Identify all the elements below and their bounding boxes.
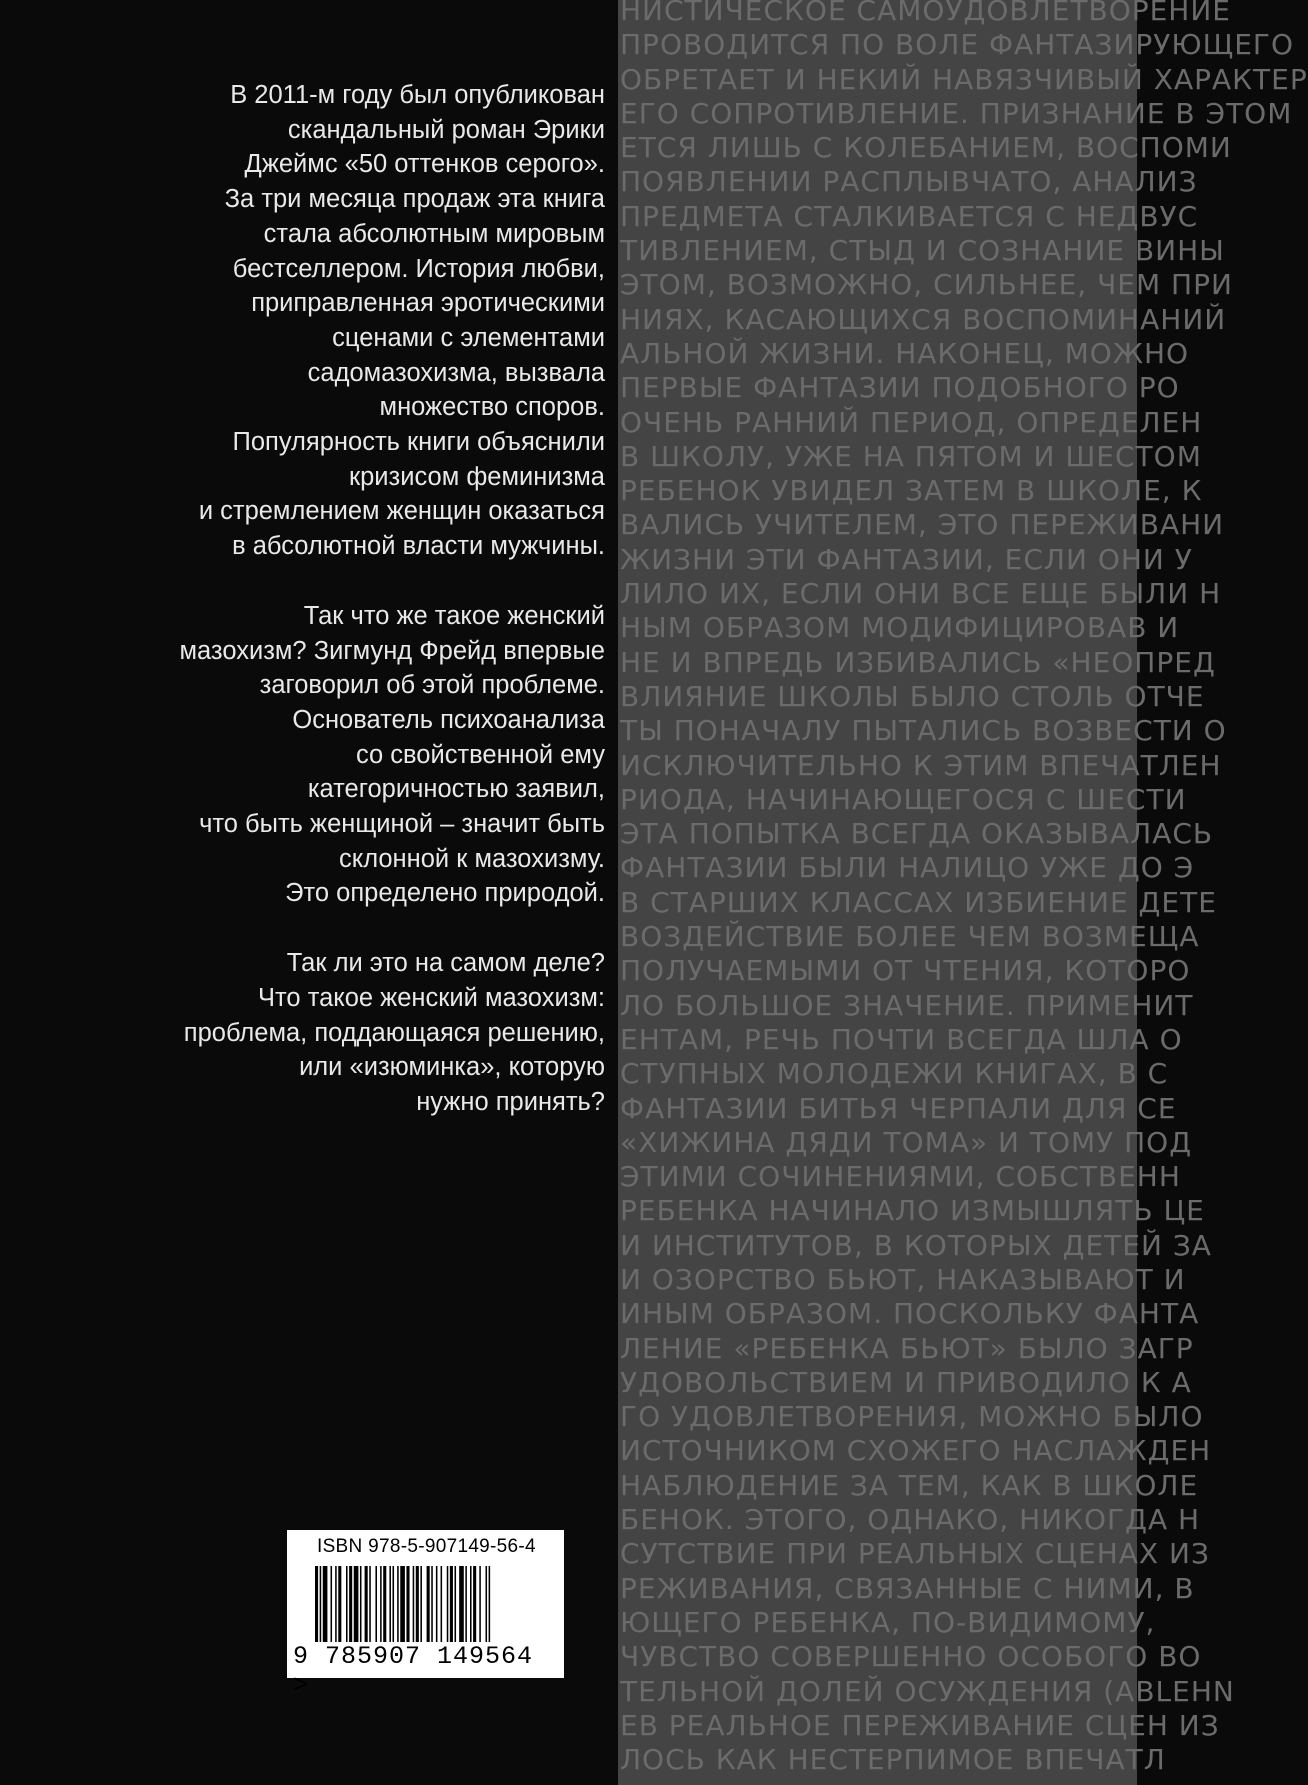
isbn-label: ISBN 978-5-907149-56-4 bbox=[317, 1536, 536, 1557]
background-text-line: ОБРЕТАЕТ И НЕКИЙ НАВЯЗЧИВЫЙ ХАРАКТЕР bbox=[620, 62, 1308, 96]
blurb-line: бестселлером. История любви, bbox=[232, 254, 605, 283]
background-text-line: ИСТОЧНИКОМ СХОЖЕГО НАСЛАЖДЕН bbox=[620, 1434, 1212, 1468]
background-text-line: ФАНТАЗИИ БЫЛИ НАЛИЦО УЖЕ ДО Э bbox=[620, 851, 1195, 885]
background-text-line: АЛЬНОЙ ЖИЗНИ. НАКОНЕЦ, МОЖНО bbox=[620, 336, 1190, 370]
blurb-line: За три месяца продаж эта книга bbox=[224, 185, 605, 214]
blurb-line: склонной к мазохизму. bbox=[339, 844, 605, 873]
blurb-line: проблема, поддающаяся решению, bbox=[183, 1018, 605, 1047]
blurb-line: скандальный роман Эрики bbox=[287, 115, 605, 144]
background-text-line: НИЯХ, КАСАЮЩИХСЯ ВОСПОМИНАНИЙ bbox=[620, 302, 1227, 336]
background-text-line: ТЕЛЬНОЙ ДОЛЕЙ ОСУЖДЕНИЯ (ABLEHN bbox=[620, 1674, 1235, 1708]
background-text-line: БЕНОК. ЭТОГО, ОДНАКО, НИКОГДА Н bbox=[620, 1503, 1201, 1537]
blurb-line: или «изюминка», которую bbox=[299, 1053, 605, 1082]
background-text-line: И ИНСТИТУТОВ, В КОТОРЫХ ДЕТЕЙ ЗА bbox=[620, 1228, 1212, 1262]
background-text-line: ПРЕДМЕТА СТАЛКИВАЕТСЯ С НЕДВУС bbox=[620, 199, 1199, 233]
background-text-line: ВАЛИСЬ УЧИТЕЛЕМ, ЭТО ПЕРЕЖИВАНИ bbox=[620, 508, 1225, 542]
blurb-line: заговорил об этой проблеме. bbox=[259, 671, 605, 700]
background-text-line: В ШКОЛУ, УЖЕ НА ПЯТОМ И ШЕСТОМ bbox=[620, 439, 1202, 473]
blurb-line: категоричностью заявил, bbox=[307, 775, 605, 804]
background-text-line: РИОДА, НАЧИНАЮЩЕГОСЯ С ШЕСТИ bbox=[620, 782, 1187, 816]
blurb-line: Джеймс «50 оттенков серого». bbox=[244, 150, 605, 179]
blurb-line: и стремлением женщин оказаться bbox=[198, 497, 605, 526]
background-text-line: РЕБЕНКА НАЧИНАЛО ИЗМЫШЛЯТЬ ЦЕ bbox=[620, 1194, 1205, 1228]
background-text-line: НЕ И ВПРЕДЬ ИЗБИВАЛИСЬ «НЕОПРЕД bbox=[620, 645, 1216, 679]
background-text-line: ПОЛУЧАЕМЫМИ ОТ ЧТЕНИЯ, КОТОРО bbox=[620, 954, 1191, 988]
background-text-line: ЛО БОЛЬШОЕ ЗНАЧЕНИЕ. ПРИМЕНИТ bbox=[620, 988, 1194, 1022]
background-text-line: ЕТСЯ ЛИШЬ С КОЛЕБАНИЕМ, ВОСПОМИ bbox=[620, 131, 1232, 165]
background-text-line: ГО УДОВЛЕТВОРЕНИЯ, МОЖНО БЫЛО bbox=[620, 1400, 1204, 1434]
background-text-line: ЕВ РЕАЛЬНОЕ ПЕРЕЖИВАНИЕ СЦЕН ИЗ bbox=[620, 1708, 1220, 1742]
blurb-line: Что такое женский мазохизм: bbox=[258, 983, 605, 1012]
background-text-line: ЛЕНИЕ «РЕБЕНКА БЬЮТ» БЫЛО ЗАГР bbox=[620, 1331, 1194, 1365]
background-text-line: ПРОВОДИТСЯ ПО ВОЛЕ ФАНТАЗИРУЮЩЕГО bbox=[620, 28, 1295, 62]
background-text-block bbox=[620, 0, 1308, 1777]
background-text-line: ЮЩЕГО РЕБЕНКА, ПО-ВИДИМОМУ, bbox=[620, 1605, 1156, 1639]
background-text-line: ОЧЕНЬ РАННИЙ ПЕРИОД, ОПРЕДЕЛЕН bbox=[620, 405, 1203, 439]
background-text-line: НАБЛЮДЕНИЕ ЗА ТЕМ, КАК В ШКОЛЕ bbox=[620, 1468, 1199, 1502]
background-text-line: ЕГО СОПРОТИВЛЕНИЕ. ПРИЗНАНИЕ В ЭТОМ bbox=[620, 96, 1293, 130]
blurb-line: стала абсолютным мировым bbox=[263, 219, 605, 248]
blurb-line: Популярность книги объяснили bbox=[232, 428, 605, 457]
blurb-line: сценами с элементами bbox=[332, 323, 605, 352]
background-text-line: ИСКЛЮЧИТЕЛЬНО К ЭТИМ ВПЕЧАТЛЕН bbox=[620, 748, 1222, 782]
background-text-line: ПОЯВЛЕНИИ РАСПЛЫВЧАТО, АНАЛИЗ bbox=[620, 165, 1198, 199]
background-text-line: ЕНТАМ, РЕЧЬ ПОЧТИ ВСЕГДА ШЛА О bbox=[620, 1022, 1183, 1056]
blurb-line: Основатель психоанализа bbox=[292, 705, 605, 734]
background-text-line: НЫМ ОБРАЗОМ МОДИФИЦИРОВАВ И bbox=[620, 611, 1180, 645]
blurb-line: Так ли это на самом деле? bbox=[286, 949, 605, 978]
background-text-line: И ОЗОРСТВО БЬЮТ, НАКАЗЫВАЮТ И bbox=[620, 1262, 1186, 1296]
background-text-line: ИНЫМ ОБРАЗОМ. ПОСКОЛЬКУ ФАНТА bbox=[620, 1297, 1200, 1331]
blurb-line: нужно принять? bbox=[416, 1087, 605, 1116]
background-text-line: НИСТИЧЕСКОЕ САМОУДОВЛЕТВОРЕНИЕ bbox=[620, 0, 1231, 27]
blurb-text bbox=[85, 78, 605, 1155]
background-text-line: В СТАРШИХ КЛАССАХ ИЗБИЕНИЕ ДЕТЕ bbox=[620, 885, 1217, 919]
background-text-line: ЧУВСТВО СОВЕРШЕННО ОСОБОГО ВО bbox=[620, 1640, 1202, 1674]
background-text-line: ПЕРВЫЕ ФАНТАЗИИ ПОДОБНОГО РО bbox=[620, 371, 1180, 405]
background-text-line: ТЫ ПОНАЧАЛУ ПЫТАЛИСЬ ВОЗВЕСТИ О bbox=[620, 714, 1227, 748]
background-text-line: СТУПНЫХ МОЛОДЕЖИ КНИГАХ, В С bbox=[620, 1057, 1169, 1091]
background-text-line: ВЛИЯНИЕ ШКОЛЫ БЫЛО СТОЛЬ ОТЧЕ bbox=[620, 679, 1205, 713]
blurb-line: Так что же такое женский bbox=[303, 601, 605, 630]
isbn-barcode-box bbox=[287, 1530, 564, 1700]
blurb-line: что быть женщиной – значит быть bbox=[199, 810, 605, 839]
background-text-line: ТИВЛЕНИЕМ, СТЫД И СОЗНАНИЕ ВИНЫ bbox=[620, 234, 1225, 268]
blurb-line: приправленная эротическими bbox=[251, 289, 605, 318]
blurb-line: со свойственной ему bbox=[355, 740, 605, 769]
blurb-paragraph bbox=[85, 78, 605, 564]
background-text-line: ФАНТАЗИИ БИТЬЯ ЧЕРПАЛИ ДЛЯ СЕ bbox=[620, 1091, 1177, 1125]
background-text-line: СУТСТВИЕ ПРИ РЕАЛЬНЫХ СЦЕНАХ ИЗ bbox=[620, 1537, 1210, 1571]
background-text-line: «ХИЖИНА ДЯДИ ТОМА» И ТОМУ ПОД bbox=[620, 1125, 1193, 1159]
blurb-line: множество споров. bbox=[379, 393, 605, 422]
background-text-line: РЕЖИВАНИЯ, СВЯЗАННЫЕ С НИМИ, В bbox=[620, 1571, 1195, 1605]
blurb-line: садомазохизма, вызвала bbox=[307, 358, 605, 387]
background-text-line: ВОЗДЕЙСТВИЕ БОЛЕЕ ЧЕМ ВОЗМЕЩА bbox=[620, 920, 1200, 954]
blurb-line: в абсолютной власти мужчины. bbox=[232, 532, 605, 561]
blurb-line: мазохизм? Зигмунд Фрейд впервые bbox=[179, 636, 605, 665]
background-text-line: ЭТОМ, ВОЗМОЖНО, СИЛЬНЕЕ, ЧЕМ ПРИ bbox=[620, 268, 1233, 302]
barcode-icon bbox=[311, 1566, 551, 1648]
background-text-line: УДОВОЛЬСТВИЕМ И ПРИВОДИЛО К А bbox=[620, 1365, 1192, 1399]
isbn-digits: 9 785907 149564 > bbox=[293, 1642, 534, 1700]
background-text-line: ЛИЛО ИХ, ЕСЛИ ОНИ ВСЕ ЕЩЕ БЫЛИ Н bbox=[620, 577, 1222, 611]
blurb-paragraph bbox=[85, 946, 605, 1120]
background-text-line: РЕБЕНОК УВИДЕЛ ЗАТЕМ В ШКОЛЕ, К bbox=[620, 474, 1203, 508]
background-text-line: ЛОСЬ КАК НЕСТЕРПИМОЕ ВПЕЧАТЛ bbox=[620, 1743, 1166, 1777]
blurb-paragraph bbox=[85, 599, 605, 911]
background-text-line: ЖИЗНИ ЭТИ ФАНТАЗИИ, ЕСЛИ ОНИ У bbox=[620, 542, 1193, 576]
right-gray-panel bbox=[618, 0, 1308, 1785]
blurb-line: кризисом феминизма bbox=[348, 462, 605, 491]
background-text-line: ЭТИМИ СОЧИНЕНИЯМИ, СОБСТВЕНН bbox=[620, 1160, 1181, 1194]
blurb-line: Это определено природой. bbox=[285, 879, 605, 908]
blurb-line: В 2011-м году был опубликован bbox=[230, 81, 605, 109]
background-text-line: ЭТА ПОПЫТКА ВСЕГДА ОКАЗЫВАЛАСЬ bbox=[620, 817, 1214, 851]
